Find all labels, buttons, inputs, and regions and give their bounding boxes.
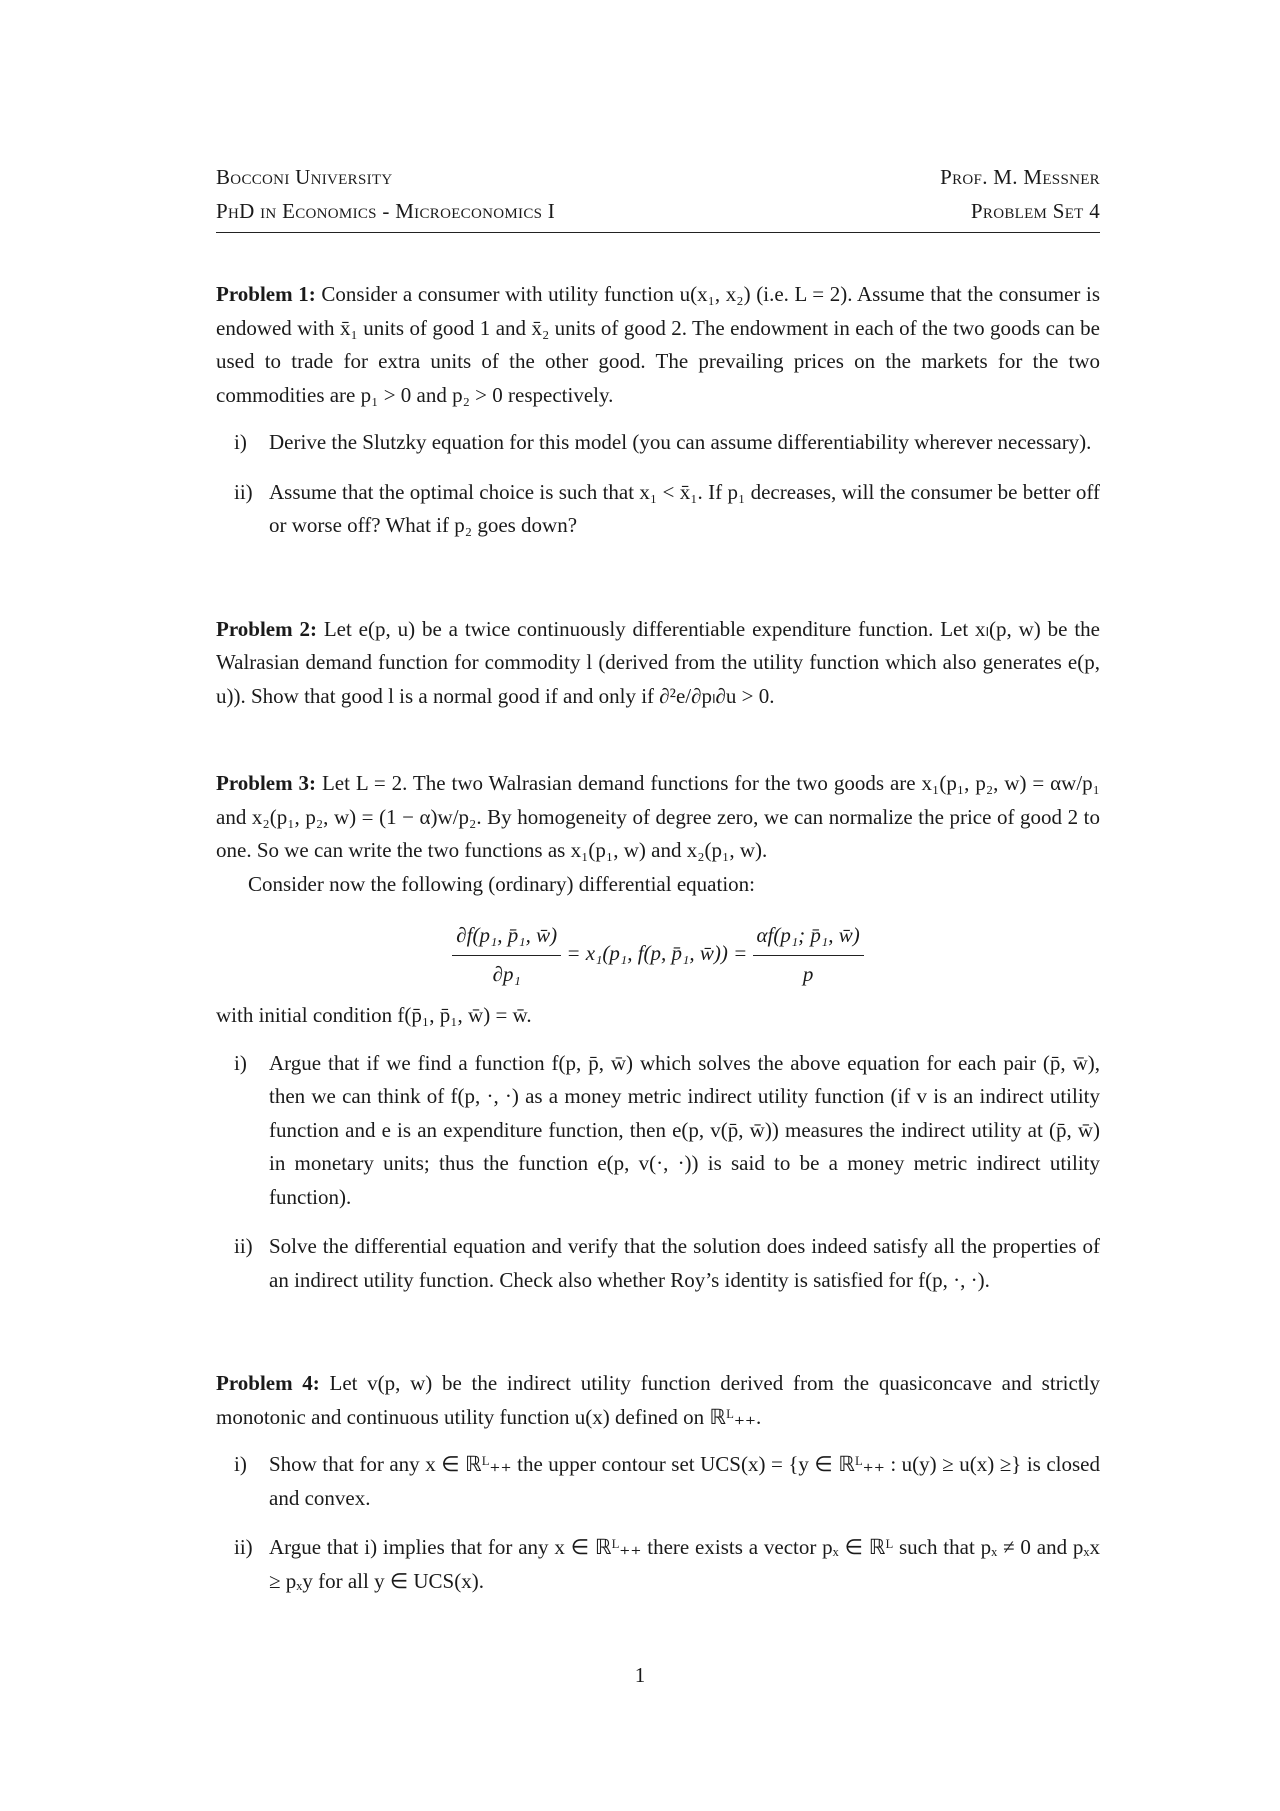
equation-lhs-numerator: ∂f(p₁, p̄₁, w̄) [452, 919, 561, 956]
equation-rhs-denominator: p [802, 961, 814, 986]
problem-4-heading: Problem 4: [216, 1371, 320, 1395]
list-item [216, 426, 1100, 460]
problem-1-heading: Problem 1: [216, 282, 316, 306]
problem-2 [216, 613, 1100, 714]
item-text: Show that for any x ∈ ℝᴸ₊₊ the upper contour set UCS(x) = {y ∈ ℝᴸ₊₊ : u(y) ≥ u(x) ≥} is closed and convex. [269, 1452, 1100, 1510]
item-label: ii) [234, 1234, 253, 1258]
list-item [216, 476, 1100, 543]
equation-rhs-fraction [753, 919, 864, 991]
problem-4-items [216, 1448, 1100, 1598]
equation-middle: = x₁(p₁, f(p, p̄₁, w̄)) = [566, 940, 748, 965]
list-item [216, 1230, 1100, 1297]
problem-4-statement [216, 1367, 1100, 1434]
problem-set-title: Problem Set 4 [970, 199, 1100, 223]
problem-3-text: Let L = 2. The two Walrasian demand functions for the two goods are x₁(p₁, p₂, w) = αw/p₁ and x₂(p₁, p₂, w) = (1 − α)w/p₂. By homogeneity of degree zero, we can normalize the price of good 2 to one. So we can write the two functions as x₁(p₁, w) and x₂(p₁, w). [216, 771, 1101, 862]
university-name: Bocconi University [216, 165, 393, 189]
problem-3-items [216, 1047, 1100, 1298]
problem-3-heading: Problem 3: [216, 771, 317, 795]
problem-1-text: Consider a consumer with utility function u(x₁, x₂) (i.e. L = 2). Assume that the consumer is endowed with x̄₁ units of good 1 and x̄₂ units of good 2. The endowment in each of the two goods can be used to trade for extra units of the other good. The prevailing prices on the markets for the two commodities are p₁ > 0 and p₂ > 0 respectively. [216, 282, 1101, 407]
item-label: ii) [234, 1535, 253, 1559]
item-text: Solve the differential equation and verify that the solution does indeed satisfy all the properties of an indirect utility function. Check also whether Roy’s identity is satisfied for f(p, ·, ·). [269, 1234, 1100, 1292]
item-label: i) [234, 1050, 247, 1075]
equation-rhs-numerator: αf(p₁; p̄₁, w̄) [753, 919, 864, 956]
list-item [216, 1531, 1100, 1598]
list-item [216, 1448, 1100, 1515]
item-label: ii) [234, 479, 253, 504]
page-header [216, 160, 1100, 233]
problem-1-statement [216, 278, 1100, 412]
differential-equation [216, 919, 1100, 991]
page-number: 1 [634, 1663, 646, 1687]
item-text: Argue that i) implies that for any x ∈ ℝᴸ₊₊ there exists a vector pₓ ∈ ℝᴸ such that pₓ ≠ 0 and pₓx ≥ pₓy for all y ∈ UCS(x). [269, 1535, 1100, 1593]
problem-4 [216, 1367, 1100, 1598]
equation-lhs-fraction [452, 919, 561, 991]
problem-1-items [216, 426, 1100, 543]
problem-4-text: Let v(p, w) be the indirect utility function derived from the quasiconcave and strictly monotonic and continuous utility function u(x) defined on ℝᴸ₊₊. [216, 1371, 1100, 1429]
list-item [216, 1047, 1100, 1215]
header-rule [216, 232, 1100, 233]
document-body [216, 278, 1100, 1614]
problem-3-text3: with initial condition f(p̄₁, p̄₁, w̄) = w̄. [216, 1003, 532, 1027]
problem-2-text: Let e(p, u) be a twice continuously differentiable expenditure function. Let xₗ(p, w) be the Walrasian demand function for commodity l (derived from the utility function which also generates e(p, u)). Show that good l is a normal good if and only if ∂²e/∂pₗ∂u > 0. [216, 616, 1100, 708]
problem-3-statement [216, 767, 1100, 868]
problem-1 [216, 278, 1100, 543]
course-name: PhD in Economics - Microeconomics I [216, 199, 556, 223]
item-text: Derive the Slutzky equation for this model (you can assume differentiability wherever necessary). [269, 430, 1092, 454]
item-label: i) [234, 430, 247, 454]
professor-name: Prof. M. Messner [940, 165, 1100, 189]
problem-3 [216, 767, 1100, 1297]
equation-lhs-denominator: ∂p₁ [492, 961, 521, 986]
problem-2-statement [216, 613, 1100, 714]
problem-2-heading: Problem 2: [216, 616, 317, 641]
item-label: i) [234, 1452, 247, 1476]
item-text: Argue that if we find a function f(p, p̄, w̄) which solves the above equation for each pair (p̄, w̄), then we can think of f(p, ·, ·) as a money metric indirect utility function (if v is an indirect utility function and e is an expenditure function, then e(p, v(p̄, w̄)) measures the indirect utility at (p̄, w̄) in monetary units; thus the function e(p, v(·, ·)) is said to be a money metric indirect utility function). [269, 1050, 1100, 1209]
problem-3-text2: Consider now the following (ordinary) differential equation: [248, 871, 755, 896]
item-text: Assume that the optimal choice is such that x₁ < x̄₁. If p₁ decreases, will the consumer be better off or worse off? What if p₂ goes down? [269, 479, 1100, 537]
